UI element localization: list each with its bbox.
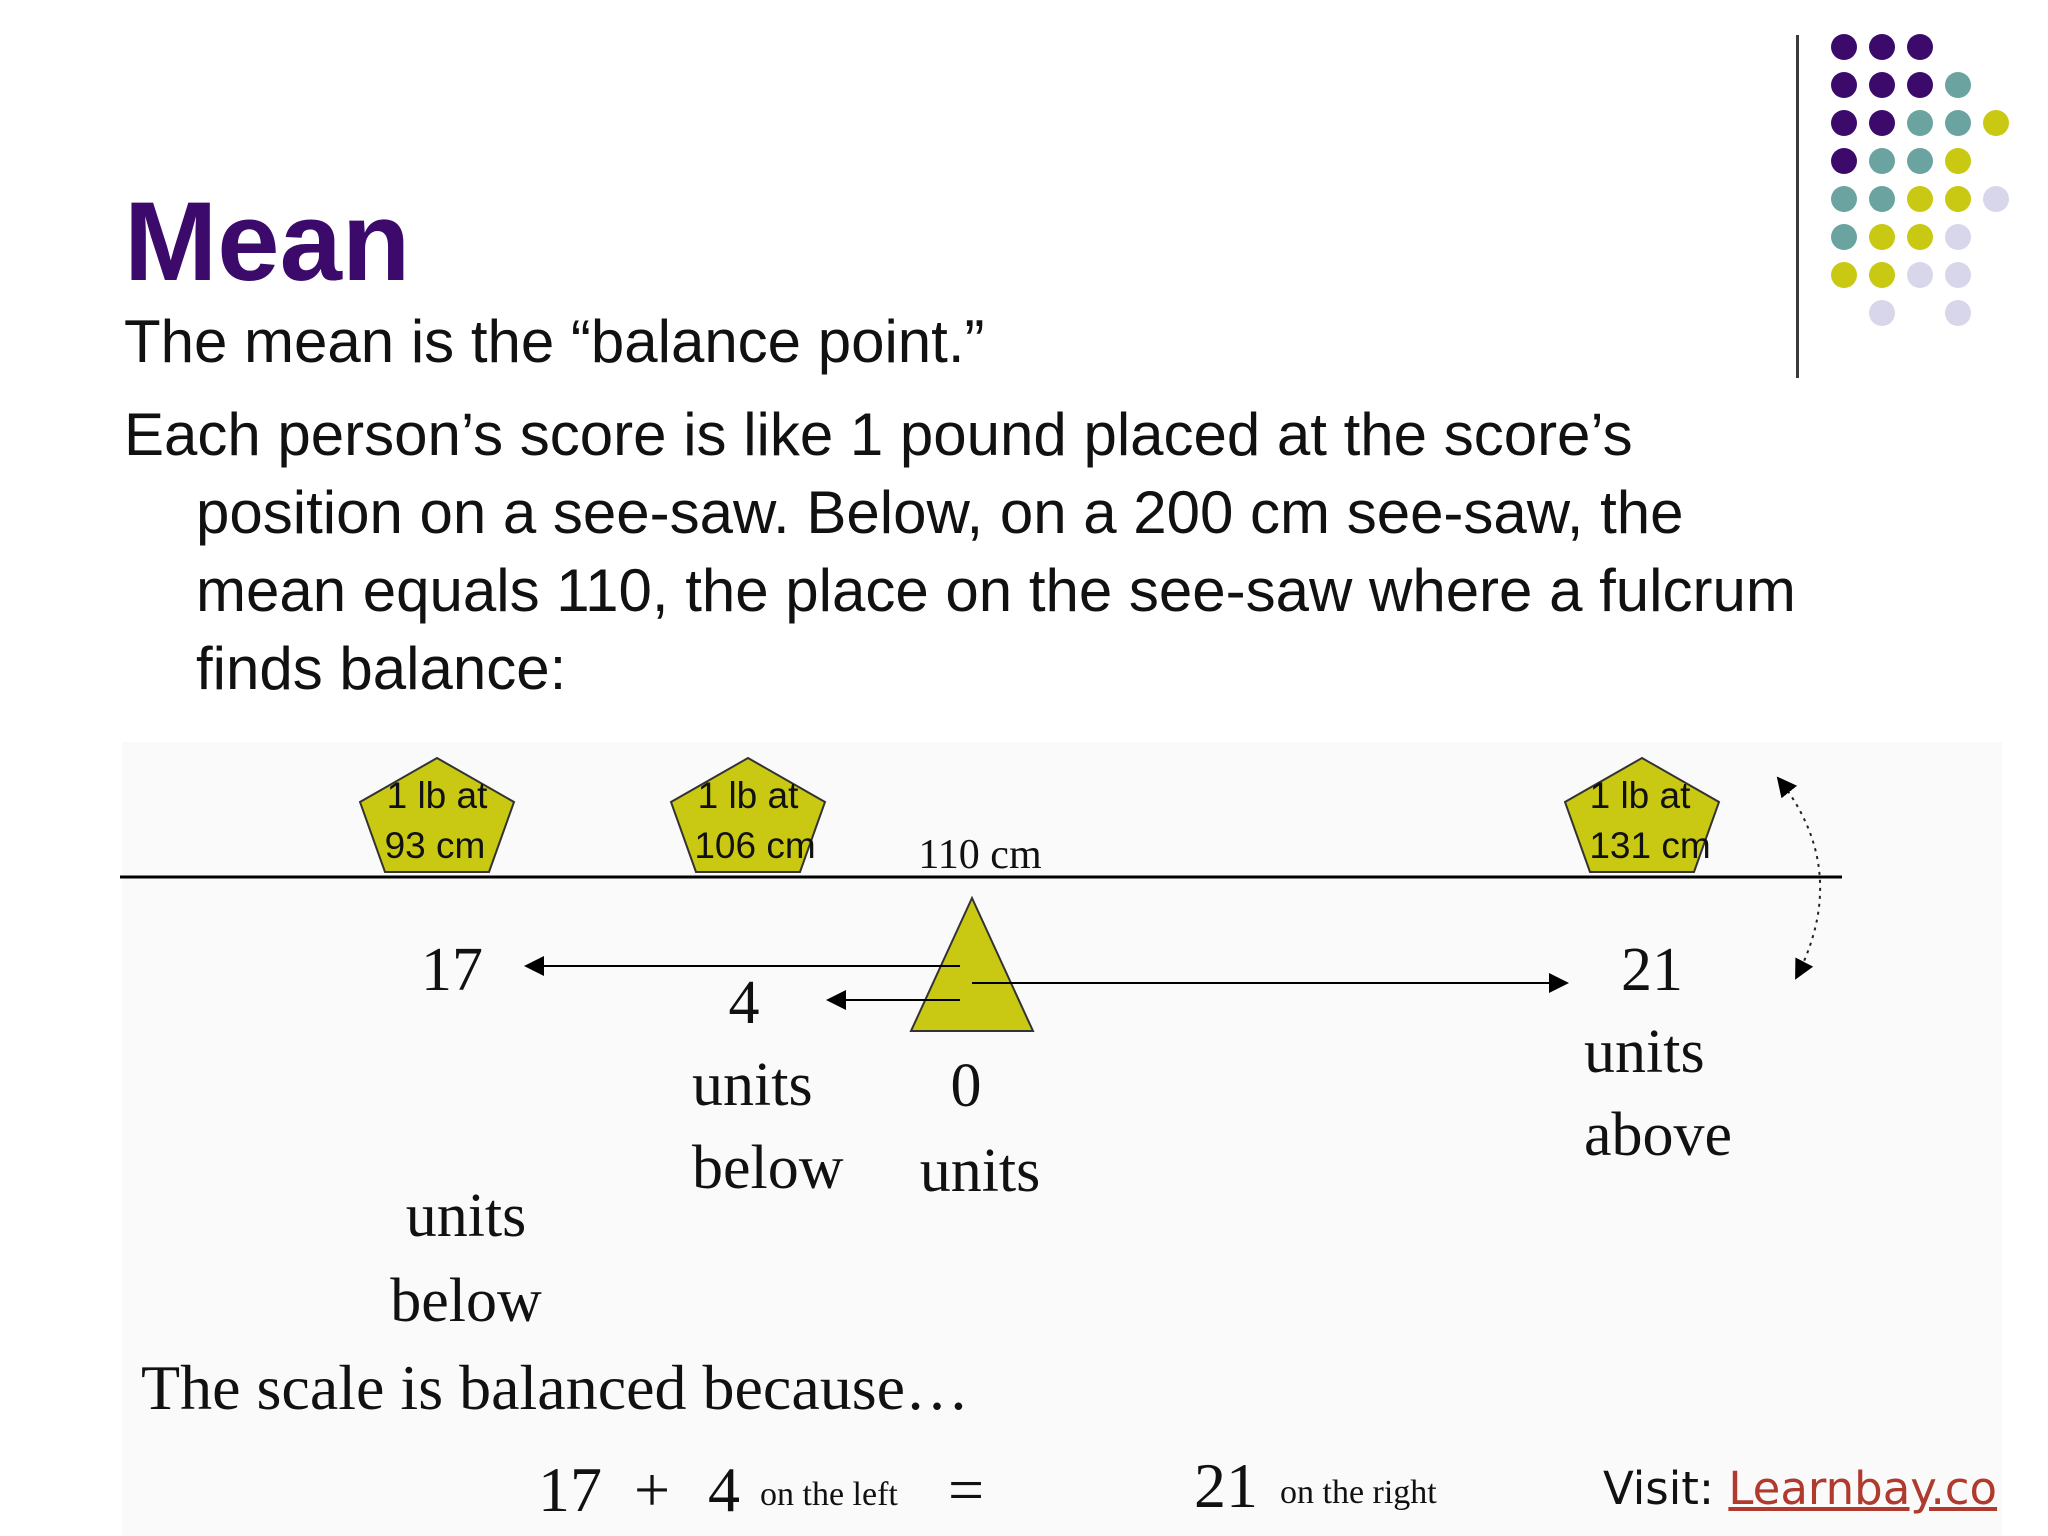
weight-label-line1: 1 lb at	[1589, 775, 1691, 816]
fulcrum-label: 110 cm	[918, 832, 1042, 878]
visit-label: Visit:	[1603, 1462, 1715, 1515]
bullet-line: position on a see-saw. Below, on a 200 cm see-saw, the	[196, 479, 1684, 546]
bullet-line: mean equals 110, the place on the see-saw where a fulcrum	[196, 557, 1796, 624]
left-near-label-line2: below	[692, 1134, 844, 1202]
center-label: units	[919, 1137, 1041, 1205]
equation-left-suffix: on the left	[760, 1476, 898, 1513]
bullet-line: finds balance:	[196, 635, 567, 702]
left-far-value: 17	[421, 936, 483, 1004]
left-near-label-line1: units	[692, 1051, 813, 1119]
visit-footer	[1603, 1462, 1997, 1515]
weight-106cm	[671, 758, 825, 872]
center-value: 0	[950, 1052, 982, 1120]
left-far-label-line1: units	[405, 1182, 527, 1250]
weight-label-line2: 131 cm	[1589, 825, 1711, 866]
weight-label-line1: 1 lb at	[697, 775, 799, 816]
equation-term-4: 4	[708, 1454, 740, 1525]
equation-term-17: 17	[538, 1454, 602, 1525]
equation-right-suffix: on the right	[1280, 1474, 1437, 1511]
bullet-balance-point: The mean is the “balance point.”	[124, 308, 985, 375]
equation-equals: =	[948, 1454, 985, 1525]
weight-label-line1: 1 lb at	[386, 775, 488, 816]
left-near-value: 4	[728, 969, 760, 1037]
weight-label-line2: 93 cm	[384, 825, 486, 866]
weight-131cm	[1565, 758, 1719, 872]
left-far-label-line2: below	[390, 1267, 542, 1335]
slide-title: Mean	[124, 179, 411, 304]
right-label-line2: above	[1584, 1101, 1733, 1169]
bullet-line: Each person’s score is like 1 pound placed at the score’s	[124, 401, 1633, 468]
weight-93cm	[360, 758, 514, 872]
learnbay-link[interactable]: Learnbay.co	[1728, 1462, 1998, 1515]
fulcrum	[911, 898, 1033, 1031]
weight-label-line2: 106 cm	[694, 825, 816, 866]
right-value: 21	[1621, 936, 1683, 1004]
right-label-line1: units	[1584, 1018, 1705, 1086]
balance-statement: The scale is balanced because…	[141, 1352, 970, 1423]
equation-term-21: 21	[1194, 1450, 1258, 1521]
equation-plus: +	[634, 1454, 671, 1525]
